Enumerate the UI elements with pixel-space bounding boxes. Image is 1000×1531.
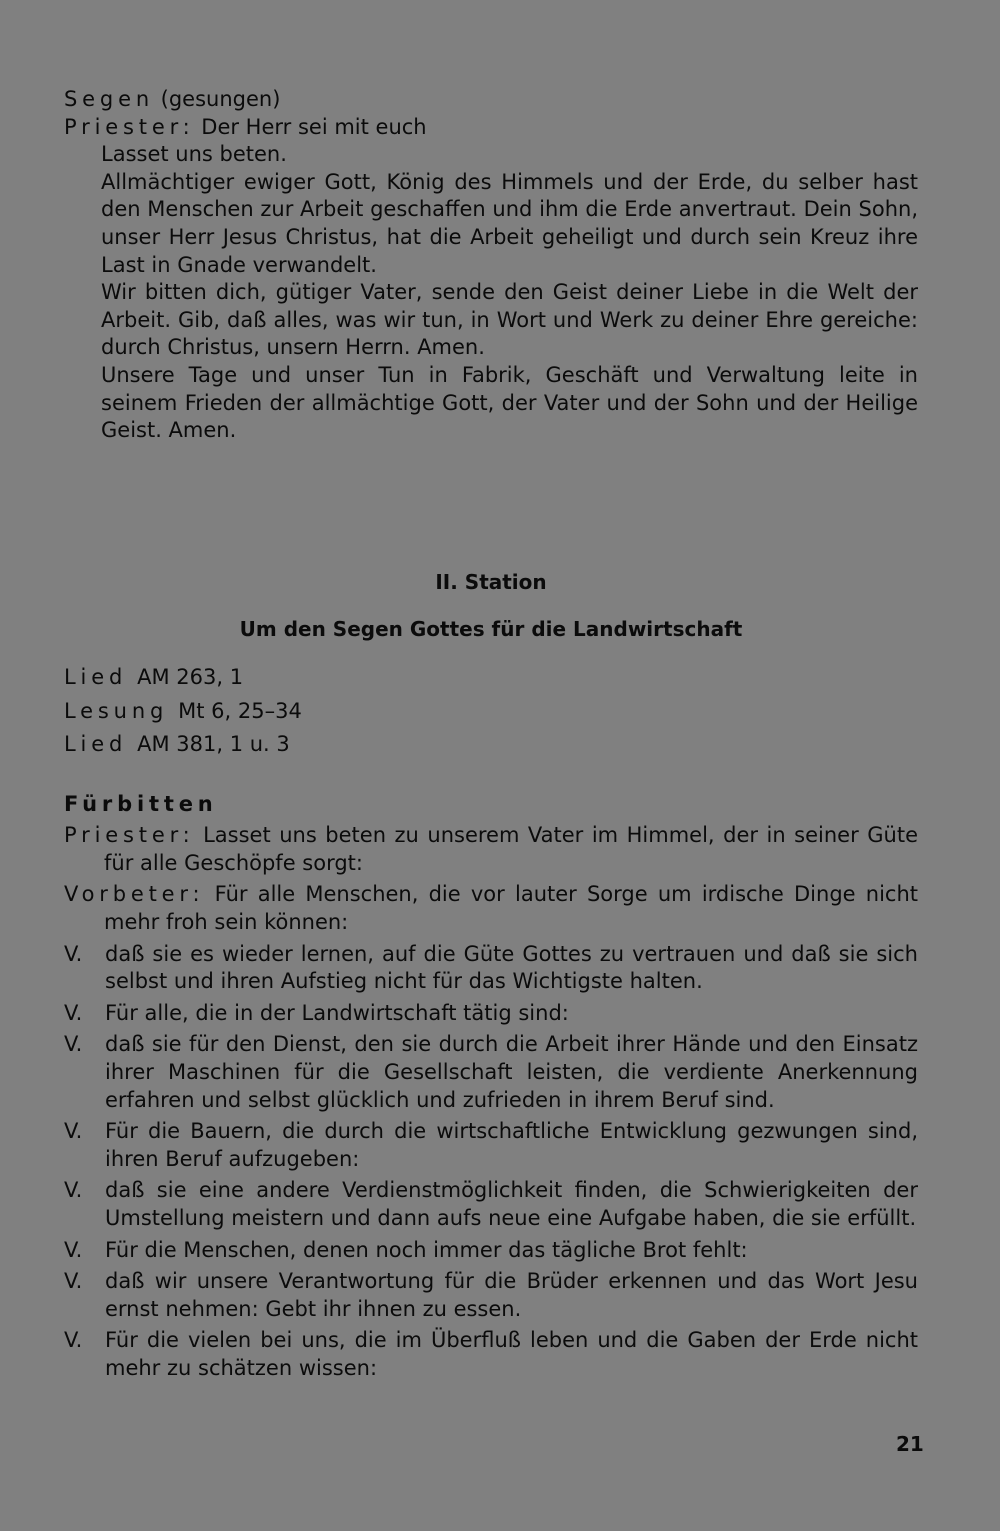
reading-line	[64, 731, 918, 759]
reading-value: AM 263, 1	[137, 664, 244, 689]
segen-paragraph-1: Allmächtiger ewiger Gott, König des Himmels und der Erde, du selber hast den Menschen zur Arbeit geschaffen und ihm die Erde anvertraut. Dein Sohn, unser Herr Jesus Christus, hat die Arbeit geheiligt und durch sein Kreuz ihre Last in Gnade verwandelt.	[101, 169, 918, 277]
segen-label: Segen	[64, 87, 154, 111]
segen-priester-line	[64, 114, 918, 142]
reading-value: Mt 6, 25–34	[178, 698, 302, 723]
petition-marker: V.	[64, 1178, 83, 1203]
page-content	[64, 86, 918, 1387]
fuerbitten-heading: Fürbitten	[64, 791, 218, 816]
vorbeter-label: Vorbeter:	[64, 882, 205, 907]
petition-marker: V.	[64, 1328, 83, 1353]
fuerbitten-vorbeter	[64, 881, 918, 936]
petition-marker: V.	[64, 1032, 83, 1057]
petition-text: Für alle, die in der Landwirtschaft tätig sind:	[105, 1000, 569, 1025]
priester-label: Priester:	[64, 114, 195, 139]
page-number: 21	[896, 1432, 924, 1456]
petition-marker: V.	[64, 1119, 83, 1144]
petition-marker: V.	[64, 1269, 83, 1294]
segen-paragraph-3: Unsere Tage und unser Tun in Fabrik, Geschäft und Verwaltung leite in seinem Frieden der allmächtige Gott, der Vater und der Sohn und der Heilige Geist. Amen.	[101, 362, 918, 443]
petition-item	[64, 941, 918, 996]
reading-line	[64, 664, 918, 692]
spacer	[64, 445, 918, 569]
station-title: II. Station	[435, 569, 547, 594]
fuerbitten-priester	[64, 822, 918, 877]
petition-item	[64, 1327, 918, 1382]
petition-text: daß wir unsere Verantwortung für die Brüder erkennen und das Wort Jesu ernst nehmen: Gebt ihr ihnen zu essen.	[105, 1269, 918, 1321]
petition-text: daß sie eine andere Verdienstmöglichkeit finden, die Schwierigkeiten der Umstellung meistern und dann aufs neue eine Aufgabe haben, die sie erfüllt.	[105, 1178, 918, 1230]
segen-line2: Lasset uns beten.	[101, 142, 287, 167]
petition-text: Für die Menschen, denen noch immer das tägliche Brot fehlt:	[105, 1237, 748, 1262]
petition-item	[64, 1237, 918, 1265]
petition-item	[64, 1031, 918, 1114]
spacer	[64, 765, 918, 791]
reading-label: Lied	[64, 664, 128, 689]
station-subtitle: Um den Segen Gottes für die Landwirtschaft	[239, 617, 743, 642]
priester-greeting: Der Herr sei mit euch	[201, 114, 427, 139]
reading-line	[64, 698, 918, 726]
reading-value: AM 381, 1 u. 3	[137, 732, 290, 757]
petition-text: daß sie für den Dienst, den sie durch die Arbeit ihrer Hände und den Einsatz ihrer Maschinen für die Gesellschaft leisten, die verdiente Anerkennung erfahren und selbst glücklich und zufrieden in ihrem Beruf sind.	[105, 1032, 918, 1112]
petition-text: Für die vielen bei uns, die im Überfluß leben und die Gaben der Erde nicht mehr zu schätzen wissen:	[105, 1328, 918, 1380]
vorbeter-text: Für alle Menschen, die vor lauter Sorge um irdische Dinge nicht mehr froh sein können:	[104, 882, 918, 935]
petition-item	[64, 1177, 918, 1232]
petition-marker: V.	[64, 1000, 83, 1025]
priester-text: Lasset uns beten zu unserem Vater im Himmel, der in seiner Güte für alle Geschöpfe sorgt:	[104, 823, 918, 875]
petition-item	[64, 1118, 918, 1173]
petition-marker: V.	[64, 941, 83, 966]
spacer	[64, 596, 918, 616]
priester-label: Priester:	[64, 823, 195, 848]
segen-suffix: (gesungen)	[160, 87, 281, 111]
reading-label: Lied	[64, 732, 128, 757]
petition-item	[64, 1000, 918, 1028]
segen-paragraph-2: Wir bitten dich, gütiger Vater, sende den Geist deiner Liebe in die Welt der Arbeit. Gib, daß alles, was wir tun, in Wort und Werk zu deiner Ehre gereiche: durch Christus, unsern Herrn. Amen.	[101, 280, 918, 360]
petition-text: daß sie es wieder lernen, auf die Güte Gottes zu vertrauen und daß sie sich selbst und ihren Aufstieg nicht für das Wichtigste halten.	[105, 941, 918, 994]
petition-item	[64, 1268, 918, 1323]
spacer	[64, 644, 918, 664]
segen-heading	[64, 86, 918, 114]
reading-label: Lesung	[64, 698, 169, 723]
segen-prayer	[64, 141, 918, 445]
petition-marker: V.	[64, 1237, 83, 1262]
petition-text: Für die Bauern, die durch die wirtschaftliche Entwicklung gezwungen sind, ihren Beruf aufzugeben:	[105, 1119, 918, 1171]
